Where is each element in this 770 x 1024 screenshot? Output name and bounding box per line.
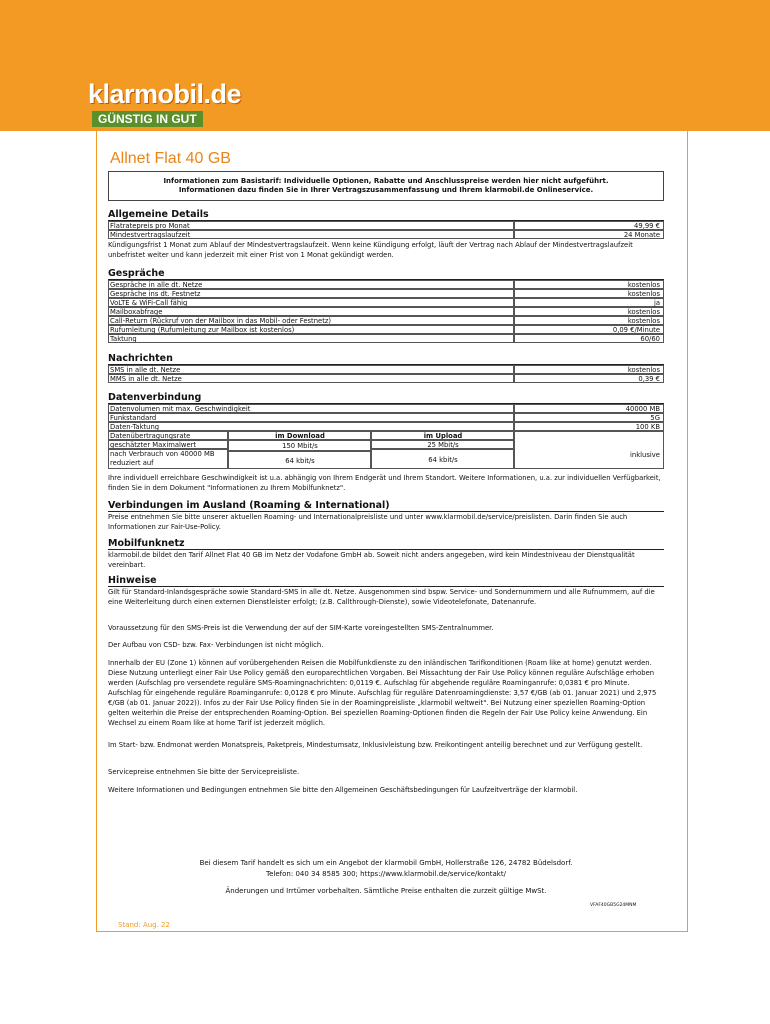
data-rate-table	[108, 431, 664, 471]
section-title-netz: Mobilfunknetz	[108, 538, 185, 549]
hinweise-p4: Innerhalb der EU (Zone 1) können auf vorübergehenden Reisen die Mobilfunkdienste zu den inländischen Tarifkonditionen (Roam like at home) genutzt werden. Diese Nutzung unterliegt einer Fair Use Policy gemäß den europarechtlichen Vorgaben. Bei Missachtung der Fair Use Policy können reguläre Aufschläge erhoben werden (Aufschlag pro versendete reguläre SMS-Roamingnachrichten: 0,0119 €. Aufschlag für abgehende reguläre Roaminganrufe: 0,0381 € pro Minute. Aufschlag für eingehende reguläre Roaminganrufe: 0,0128 € pro Minute. Aufschlag für reguläre Datenroamingdienste: 3,57 €/GB (ab 01. Januar 2021) und 2,975 €/GB (ab 01. Januar 2022)). Infos zu der Fair Use Policy finden Sie in der Roamingpreisliste „klarmobil weltweit". Bei Nutzung einer speziellen Roaming-Option gelten weiterhin die Preise der entsprechenden Roaming-Option. Bei speziellen Roaming-Optionen finden die Regeln der Fair Use Policy keine Anwendung. Ein Wechsel zu einem Roam like at home Tarif ist jederzeit möglich.	[108, 659, 657, 727]
table-row: Funkstandard 5G	[108, 413, 664, 422]
table-row: Flatratepreis pro Monat 49,99 €	[108, 221, 664, 230]
download-head: im Download	[228, 431, 371, 440]
section-title-ausland: Verbindungen im Ausland (Roaming & International)	[108, 500, 390, 511]
hinweise-p1: Gilt für Standard-Inlandsgespräche sowie Standard-SMS in alle dt. Netze. Ausgenommen sind bspw. Service- und Sondernummern und alle Rufnummern, auf die eine Weiterleitung durch einen externen Dienstleister erfolgt; (z.B. Callthrough-Dienste), sowie Videotelefonate, Datenanrufe.	[108, 588, 655, 606]
info-line-2: Informationen dazu finden Sie in Ihrer Vertragszusammenfassung und Ihrem klarmobil.de Onlineservice.	[178, 186, 594, 194]
section-title-datenverbindung: Datenverbindung	[108, 392, 202, 403]
klarmobil-logo[interactable]	[88, 80, 241, 127]
netz-text: klarmobil.de bildet den Tarif Allnet Flat 40 GB im Netz der Vodafone GmbH ab. Soweit nicht anders angegeben, wird kein Mindestniveau der Dienstqualität vereinbart.	[108, 551, 635, 569]
table-row: Call-Return (Rückruf von der Mailbox in das Mobil- oder Festnetz) kostenlos	[108, 316, 664, 325]
table-row: VoLTE & WiFi-Call fähig ja	[108, 298, 664, 307]
section-title-gespraeche: Gespräche	[108, 268, 165, 279]
footer-disclaimer: Änderungen und Irrtümer vorbehalten. Sämtliche Preise enthalten die zurzeit gültige MwSt.	[225, 887, 547, 895]
after-up: 64 kbit/s	[371, 449, 514, 469]
table-row: Taktung 60/60	[108, 334, 664, 343]
table-row: Gespräche ins dt. Festnetz kostenlos	[108, 289, 664, 298]
footer-contact: Telefon: 040 34 8585 300; https://www.klarmobil.de/service/kontakt/	[266, 870, 506, 878]
max-down: 150 Mbit/s	[228, 440, 371, 451]
logo-tagline: GÜNSTIG IN GUT	[92, 111, 203, 127]
table-row: MMS in alle dt. Netze 0,39 €	[108, 374, 664, 383]
section-title-allgemeine: Allgemeine Details	[108, 209, 209, 220]
after-label: nach Verbrauch von 40000 MB reduziert auf	[108, 449, 228, 469]
hinweise-p2: Voraussetzung für den SMS-Preis ist die Verwendung der auf der SIM-Karte voreingestellten SMS-Zentralnummer.	[108, 624, 494, 632]
datenverbindung-note: Ihre individuell erreichbare Geschwindigkeit ist u.a. abhängig von Ihrem Endgerät und Ihrem Standort. Weitere Informationen, u.a. zur individuellen Verfügbarkeit, finden Sie in dem Dokument "Informationen zu Ihrem Mobilfunknetz".	[108, 474, 661, 492]
ausland-text: Preise entnehmen Sie bitte unserer aktuellen Roaming- und Internationalpreisliste und unter www.klarmobil.de/service/preislisten. Darin finden Sie auch Informationen zur Fair-Use-Policy.	[108, 513, 628, 531]
section-title-hinweise: Hinweise	[108, 575, 157, 586]
rate-value: inklusive	[514, 431, 664, 469]
max-up: 25 Mbit/s	[371, 440, 514, 449]
page-title: Allnet Flat 40 GB	[110, 150, 231, 167]
after-down: 64 kbit/s	[228, 451, 371, 469]
table-row: SMS in alle dt. Netze kostenlos	[108, 365, 664, 374]
document-code: VFAF40GB5G24MNM	[590, 903, 637, 908]
footer-company: Bei diesem Tarif handelt es sich um ein Angebot der klarmobil GmbH, Hollerstraße 126, 24782 Büdelsdorf.	[199, 859, 573, 867]
section-title-nachrichten: Nachrichten	[108, 353, 173, 364]
logo-wordmark: klarmobil.de	[88, 79, 242, 109]
table-row: Rufumleitung (Rufumleitung zur Mailbox ist kostenlos) 0,09 €/Minute	[108, 325, 664, 334]
rate-label: Datenübertragungsrate	[108, 431, 228, 440]
hinweise-p6: Servicepreise entnehmen Sie bitte der Servicepreisliste.	[108, 768, 300, 776]
hinweise-p3: Der Aufbau von CSD- bzw. Fax- Verbindungen ist nicht möglich.	[108, 641, 324, 649]
hinweise-p5: Im Start- bzw. Endmonat werden Monatspreis, Paketpreis, Mindestumsatz, Inklusivleistung bzw. Freikontingent anteilig berechnet und zur Verfügung gestellt.	[108, 741, 643, 749]
info-box	[108, 171, 664, 201]
upload-head: im Upload	[371, 431, 514, 440]
max-label: geschätzter Maximalwert	[108, 440, 228, 449]
table-row: Gespräche in alle dt. Netze kostenlos	[108, 280, 664, 289]
table-row: Mindestvertragslaufzeit 24 Monate	[108, 230, 664, 239]
stand-date: Stand: Aug. 22	[118, 921, 170, 929]
table-row: Daten-Taktung 100 KB	[108, 422, 664, 431]
info-line-1: Informationen zum Basistarif: Individuelle Optionen, Rabatte und Anschlusspreise werden hier nicht aufgeführt.	[163, 177, 609, 185]
hinweise-p7: Weitere Informationen und Bedingungen entnehmen Sie bitte den Allgemeinen Geschäftsbedingungen für Laufzeitverträge der klarmobil.	[108, 786, 578, 794]
table-row: Datenvolumen mit max. Geschwindigkeit 40000 MB	[108, 404, 664, 413]
table-row: Mailboxabfrage kostenlos	[108, 307, 664, 316]
allgemeine-note: Kündigungsfrist 1 Monat zum Ablauf der Mindestvertragslaufzeit. Wenn keine Kündigung erfolgt, läuft der Vertrag nach Ablauf der Mindestvertragslaufzeit unbefristet weiter und kann jederzeit mit einer Frist von 1 Monat gekündigt werden.	[108, 241, 633, 259]
